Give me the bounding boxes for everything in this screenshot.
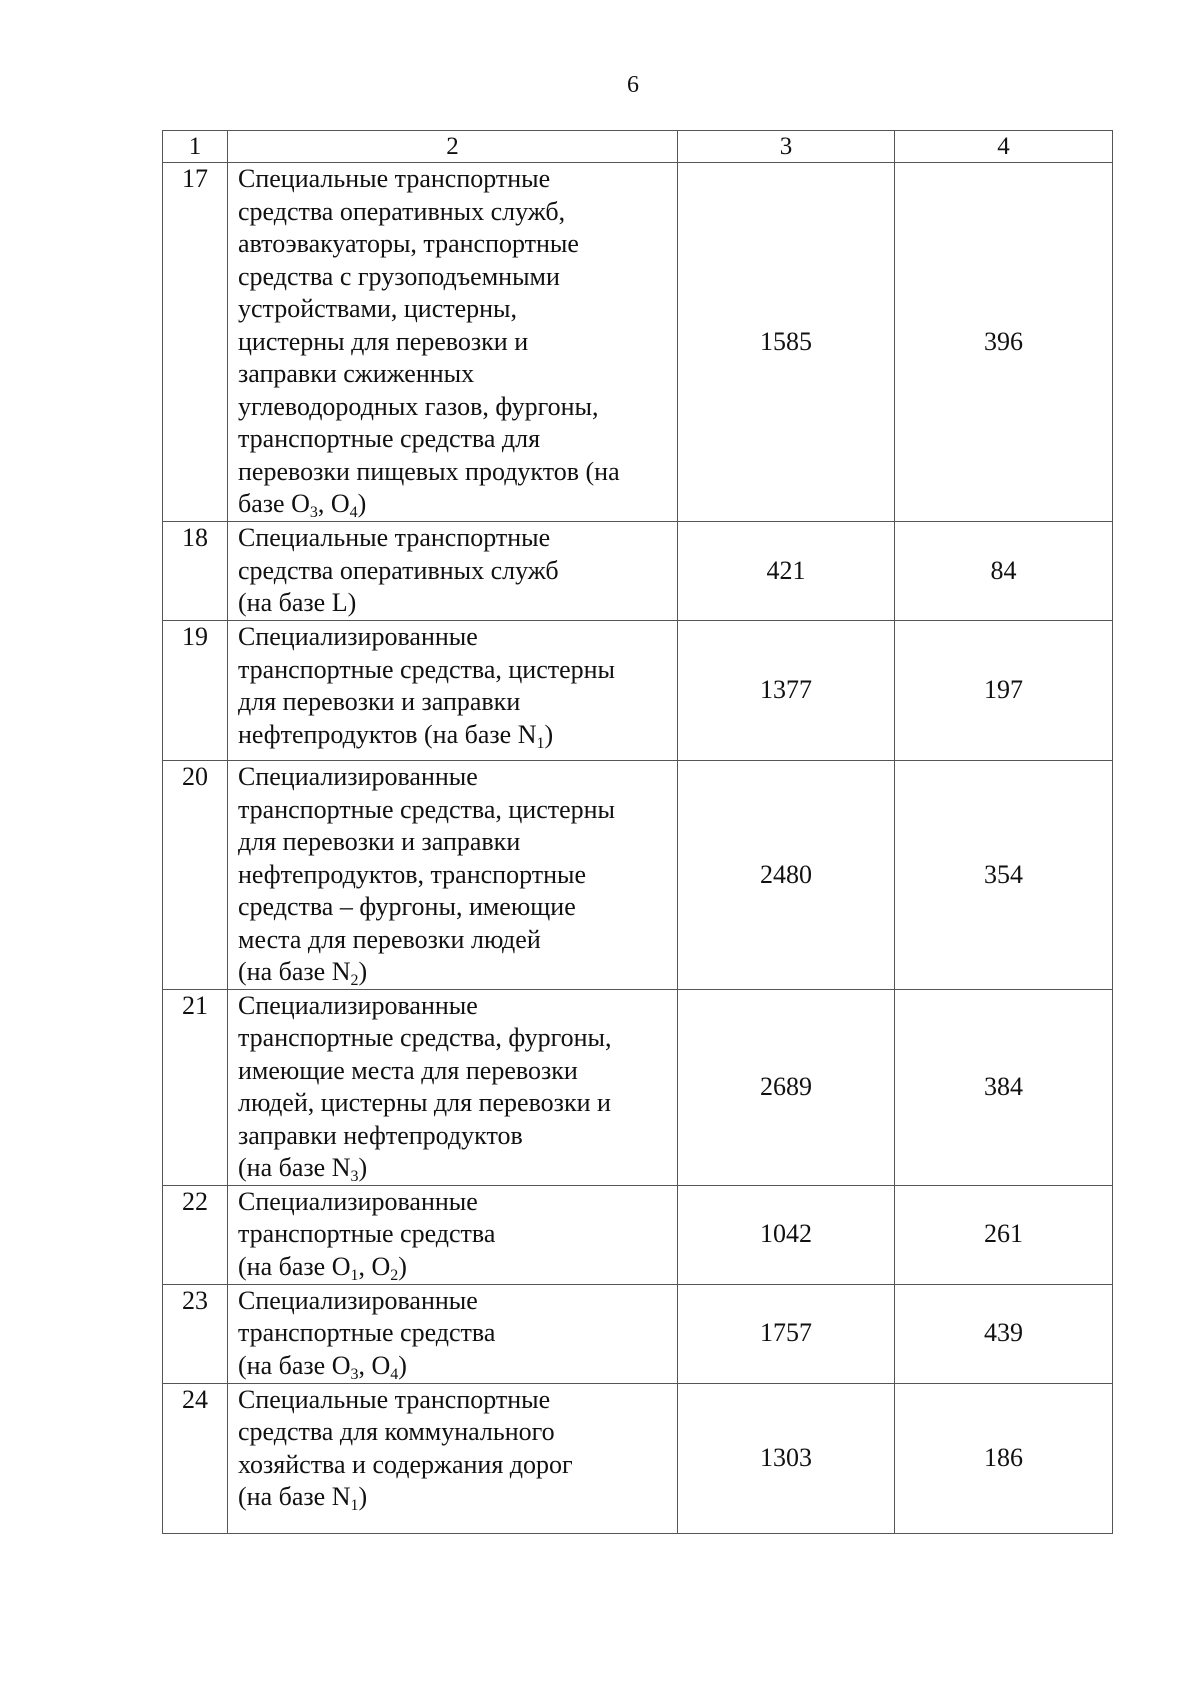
column-3-value: 1042 — [678, 1185, 895, 1284]
description-cell — [228, 761, 678, 990]
column-3-value: 1377 — [678, 621, 895, 761]
description-line: людей, цистерны для перевозки и — [238, 1088, 611, 1117]
description-line: средства для коммунального — [238, 1417, 555, 1446]
table-row — [163, 1185, 1113, 1284]
description-line: заправки нефтепродуктов — [238, 1120, 523, 1150]
row-number-cell: 24 — [163, 1383, 228, 1533]
description-line: транспортные средства для — [238, 424, 541, 453]
column-4-value: 186 — [895, 1383, 1113, 1533]
column-4-value: 439 — [895, 1284, 1113, 1383]
description-line: (на базе L) — [238, 588, 357, 617]
table-row — [163, 163, 1113, 522]
description-line: Специализированные — [238, 1285, 478, 1315]
column-3-value: 2689 — [678, 989, 895, 1185]
row-number-cell: 21 — [163, 989, 228, 1185]
table-row — [163, 989, 1113, 1185]
description-line: цистерны для перевозки и — [238, 326, 529, 356]
row-number-cell: 22 — [163, 1185, 228, 1284]
description-line: для перевозки и заправки — [238, 687, 521, 716]
table-row — [163, 1284, 1113, 1383]
description-line: средства оперативных служб, — [238, 196, 566, 226]
description-line: для перевозки и заправки — [238, 827, 521, 856]
description-line: Специальные транспортные — [238, 1384, 551, 1414]
description-line: углеводородных газов, фургоны, — [238, 391, 599, 421]
table-row — [163, 621, 1113, 761]
row-number-cell: 23 — [163, 1284, 228, 1383]
row-number-cell: 18 — [163, 522, 228, 621]
header-cell: 3 — [678, 131, 895, 163]
column-3-value: 421 — [678, 522, 895, 621]
description-line: хозяйства и содержания дорог — [238, 1449, 573, 1479]
description-cell — [228, 522, 678, 621]
description-cell — [228, 163, 678, 522]
column-4-value: 84 — [895, 522, 1113, 621]
description-line: средства – фургоны, имеющие — [238, 892, 576, 921]
table-row — [163, 761, 1113, 990]
description-line: транспортные средства, цистерны — [238, 794, 616, 824]
description-line: нефтепродуктов (на базе $N_1$) — [238, 719, 554, 752]
description-line: (на базе $N_2$) — [238, 957, 368, 989]
table-row — [163, 522, 1113, 621]
description-line: Специализированные — [238, 1186, 478, 1216]
header-cell: 2 — [228, 131, 678, 163]
description-line: Специализированные — [238, 762, 478, 791]
description-line: Специальные транспортные — [238, 164, 551, 193]
description-line: базе $O_3$, $O_4$) — [238, 489, 367, 521]
column-4-value: 261 — [895, 1185, 1113, 1284]
column-4-value: 384 — [895, 989, 1113, 1185]
column-4-value: 396 — [895, 163, 1113, 522]
description-line: (на базе $O_3$, $O_4$) — [238, 1350, 407, 1383]
description-line: средства оперативных служб — [238, 555, 559, 585]
column-4-value: 354 — [895, 761, 1113, 990]
table-header-row — [163, 131, 1113, 163]
row-number-cell: 17 — [163, 163, 228, 522]
description-line: нефтепродуктов, транспортные — [238, 859, 587, 889]
description-line: (на базе $O_1$, $O_2$) — [238, 1251, 407, 1284]
description-cell — [228, 989, 678, 1185]
description-cell — [228, 1383, 678, 1533]
description-line: транспортные средства, цистерны — [238, 654, 616, 684]
description-line: Специальные транспортные — [238, 523, 551, 552]
table-row — [163, 1383, 1113, 1533]
column-3-value: 1585 — [678, 163, 895, 522]
page-number: 6 — [627, 72, 639, 98]
description-line: Специализированные — [238, 990, 478, 1020]
description-line: средства с грузоподъемными — [238, 261, 560, 291]
description-line: транспортные средства — [238, 1219, 496, 1248]
description-cell — [228, 1284, 678, 1383]
description-line: заправки сжиженных — [238, 359, 475, 388]
vehicle-table — [162, 130, 1113, 1534]
description-line: устройствами, цистерны, — [238, 294, 518, 323]
column-3-value: 2480 — [678, 761, 895, 990]
description-cell — [228, 621, 678, 761]
description-line: Специализированные — [238, 622, 478, 651]
header-cell: 4 — [895, 131, 1113, 163]
description-line: транспортные средства, фургоны, — [238, 1023, 612, 1052]
description-line: (на базе $N_3$) — [238, 1153, 368, 1185]
column-3-value: 1303 — [678, 1383, 895, 1533]
description-line: автоэвакуаторы, транспортные — [238, 229, 579, 258]
description-line: имеющие места для перевозки — [238, 1055, 578, 1085]
description-line: транспортные средства — [238, 1318, 496, 1347]
row-number-cell: 20 — [163, 761, 228, 990]
column-3-value: 1757 — [678, 1284, 895, 1383]
description-cell — [228, 1185, 678, 1284]
row-number-cell: 19 — [163, 621, 228, 761]
description-line: перевозки пищевых продуктов (на — [238, 456, 620, 486]
description-line: (на базе $N_1$) — [238, 1482, 368, 1514]
column-4-value: 197 — [895, 621, 1113, 761]
description-line: места для перевозки людей — [238, 924, 541, 954]
header-cell: 1 — [163, 131, 228, 163]
